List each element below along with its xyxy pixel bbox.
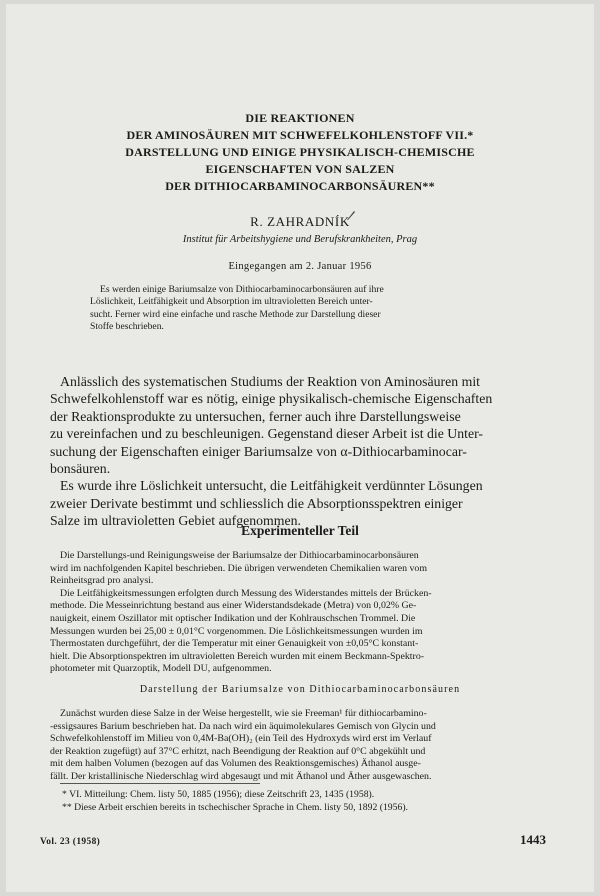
section-heading: Experimenteller Teil — [241, 523, 359, 538]
intro-line: Es wurde ihre Löslichkeit untersucht, die Leitfähigkeit verdünnter Lösungen — [60, 478, 483, 494]
intro-line: der Reaktionsprodukte zu untersuchen, ferner auch ihre Darstellungsweise — [50, 408, 461, 424]
intro-line: Anlässlich des systematischen Studiums der Reaktion von Aminosäuren mit — [60, 374, 480, 389]
experimental-line: Reinheitsgrad pro analysi. — [50, 575, 154, 587]
experimental-line: Messungen wurden bei 25,00 ± 0,01°C vorgenommen. Die Löslichkeitsmessungen wurden im — [50, 625, 423, 637]
author-institute: Institut für Arbeitshygiene und Berufskrankheiten, Prag — [182, 234, 418, 245]
abstract-line: Es werden einige Bariumsalze von Dithiocarbaminocarbonsäuren auf ihre — [100, 284, 384, 295]
intro-line: zweier Derivate bestimmt und schliesslich die Absorptionsspektren einiger — [50, 495, 463, 511]
received-date: Eingegangen am 2. Januar 1956 — [228, 261, 372, 272]
footnote: * VI. Mitteilung: Chem. listy 50, 1885 (1956); diese Zeitschrift 23, 1435 (1958). — [62, 789, 375, 800]
abstract-line: Stoffe beschrieben. — [90, 321, 164, 333]
preparation-line: der Reaktion zugefügt) auf 37°C erhitzt, nach Beendigung der Reaktion auf 0°C abgekühlt und — [50, 745, 426, 757]
intro-line: bonsäuren. — [50, 461, 111, 477]
experimental-line: nauigkeit, einem Oszillator mit optischer Indikation und der Kohlrauschschen Trommel. Die — [50, 612, 416, 624]
experimental-line: Die Leitfähigkeitsmessungen erfolgten durch Messung des Widerstandes mittels der Brücken- — [60, 587, 432, 599]
footnotes — [62, 788, 542, 814]
abstract — [90, 284, 510, 334]
abstract-line: sucht. Ferner wird eine einfache und rasche Methode zur Darstellung dieser — [90, 308, 381, 320]
abstract-line: Löslichkeit, Leitfähigkeit und Absorption im ultravioletten Bereich unter- — [90, 296, 373, 308]
footnote-divider — [60, 783, 260, 784]
journal-volume: Vol. 23 (1958) — [40, 837, 101, 847]
experimental-line: hielt. Die Absorptionspektren im ultravioletten Bereich wurden mit einem Beckmann-Spektro- — [50, 650, 425, 662]
title-line: EIGENSCHAFTEN VON SALZEN — [205, 162, 395, 176]
introduction — [50, 373, 550, 530]
article-title — [36, 110, 564, 195]
preparation-text — [50, 708, 550, 784]
author-name: R. ZAHRADNÍK — [250, 214, 350, 229]
intro-line: zu vereinfachen und zu beschleunigen. Gegenstand dieser Arbeit ist die Unter- — [50, 426, 484, 442]
experimental-line: Die Darstellungs-und Reinigungsweise der Bariumsalze der Dithiocarbaminocarbonsäuren — [60, 550, 419, 561]
intro-line: Schwefelkohlenstoff war es nötig, einige physikalisch-chemische Eigenschaften — [50, 391, 493, 407]
intro-line: suchung der Eigenschaften einiger Bariumsalze von α-Dithiocarbaminocar- — [50, 443, 467, 459]
preparation-line: -essigsaures Barium beschrieben hat. Da nach wird ein äquimolekulares Gemisch von Glycin und — [50, 720, 436, 732]
journal-page — [6, 4, 594, 892]
experimental-text — [50, 550, 550, 676]
experimental-line: wird im nachfolgenden Kapitel beschrieben. Die übrigen verwendeten Chemikalien waren vom — [50, 562, 428, 574]
preparation-line: fällt. Der kristallinische Niederschlag wird abgesaugt und mit Äthanol und Äther ausgewaschen. — [50, 770, 432, 782]
preparation-line: Schwefelkohlenstoff im Milieu von 0,4M-Ba(OH)₂ (ein Teil des Hydroxyds wird erst im Verlauf — [50, 733, 432, 745]
title-line: DER AMINOSÄUREN MIT SCHWEFELKOHLENSTOFF VII.* — [126, 128, 474, 142]
preparation-line: Zunächst wurden diese Salze in der Weise hergestellt, wie sie Freeman¹ für dithiocarbamino- — [60, 708, 427, 719]
title-line: DARSTELLUNG UND EINIGE PHYSIKALISCH-CHEMISCHE — [125, 145, 475, 159]
title-line: DIE REAKTIONEN — [245, 111, 355, 125]
footnote: ** Diese Arbeit erschien bereits in tschechischer Sprache in Chem. listy 50, 1892 (1956). — [62, 802, 408, 813]
intro-line: Salze im ultravioletten Gebiet aufgenommen. — [50, 513, 301, 529]
subsection-heading: Darstellung der Bariumsalze von Dithiocarbaminocarbonsäuren — [139, 684, 461, 695]
preparation-line: mit dem halben Volumen (bezogen auf das Volumen des Reaktionsgemisches) Äthanol ausge- — [50, 758, 421, 770]
title-line: DER DITHIOCARBAMINOCARBONSÄUREN** — [165, 179, 435, 193]
experimental-line: photometer mit Quarzoptik, Modell DU, aufgenommen. — [50, 663, 272, 675]
page-number: 1443 — [520, 832, 546, 847]
experimental-line: Thermostaten durchgeführt, der die Temperatur mit einer Genauigkeit von ±0,05°C konstant- — [50, 638, 419, 650]
experimental-line: methode. Die Messeinrichtung bestand aus einer Widerstandsdekade (Metra) von 0,02% Ge- — [50, 600, 417, 612]
